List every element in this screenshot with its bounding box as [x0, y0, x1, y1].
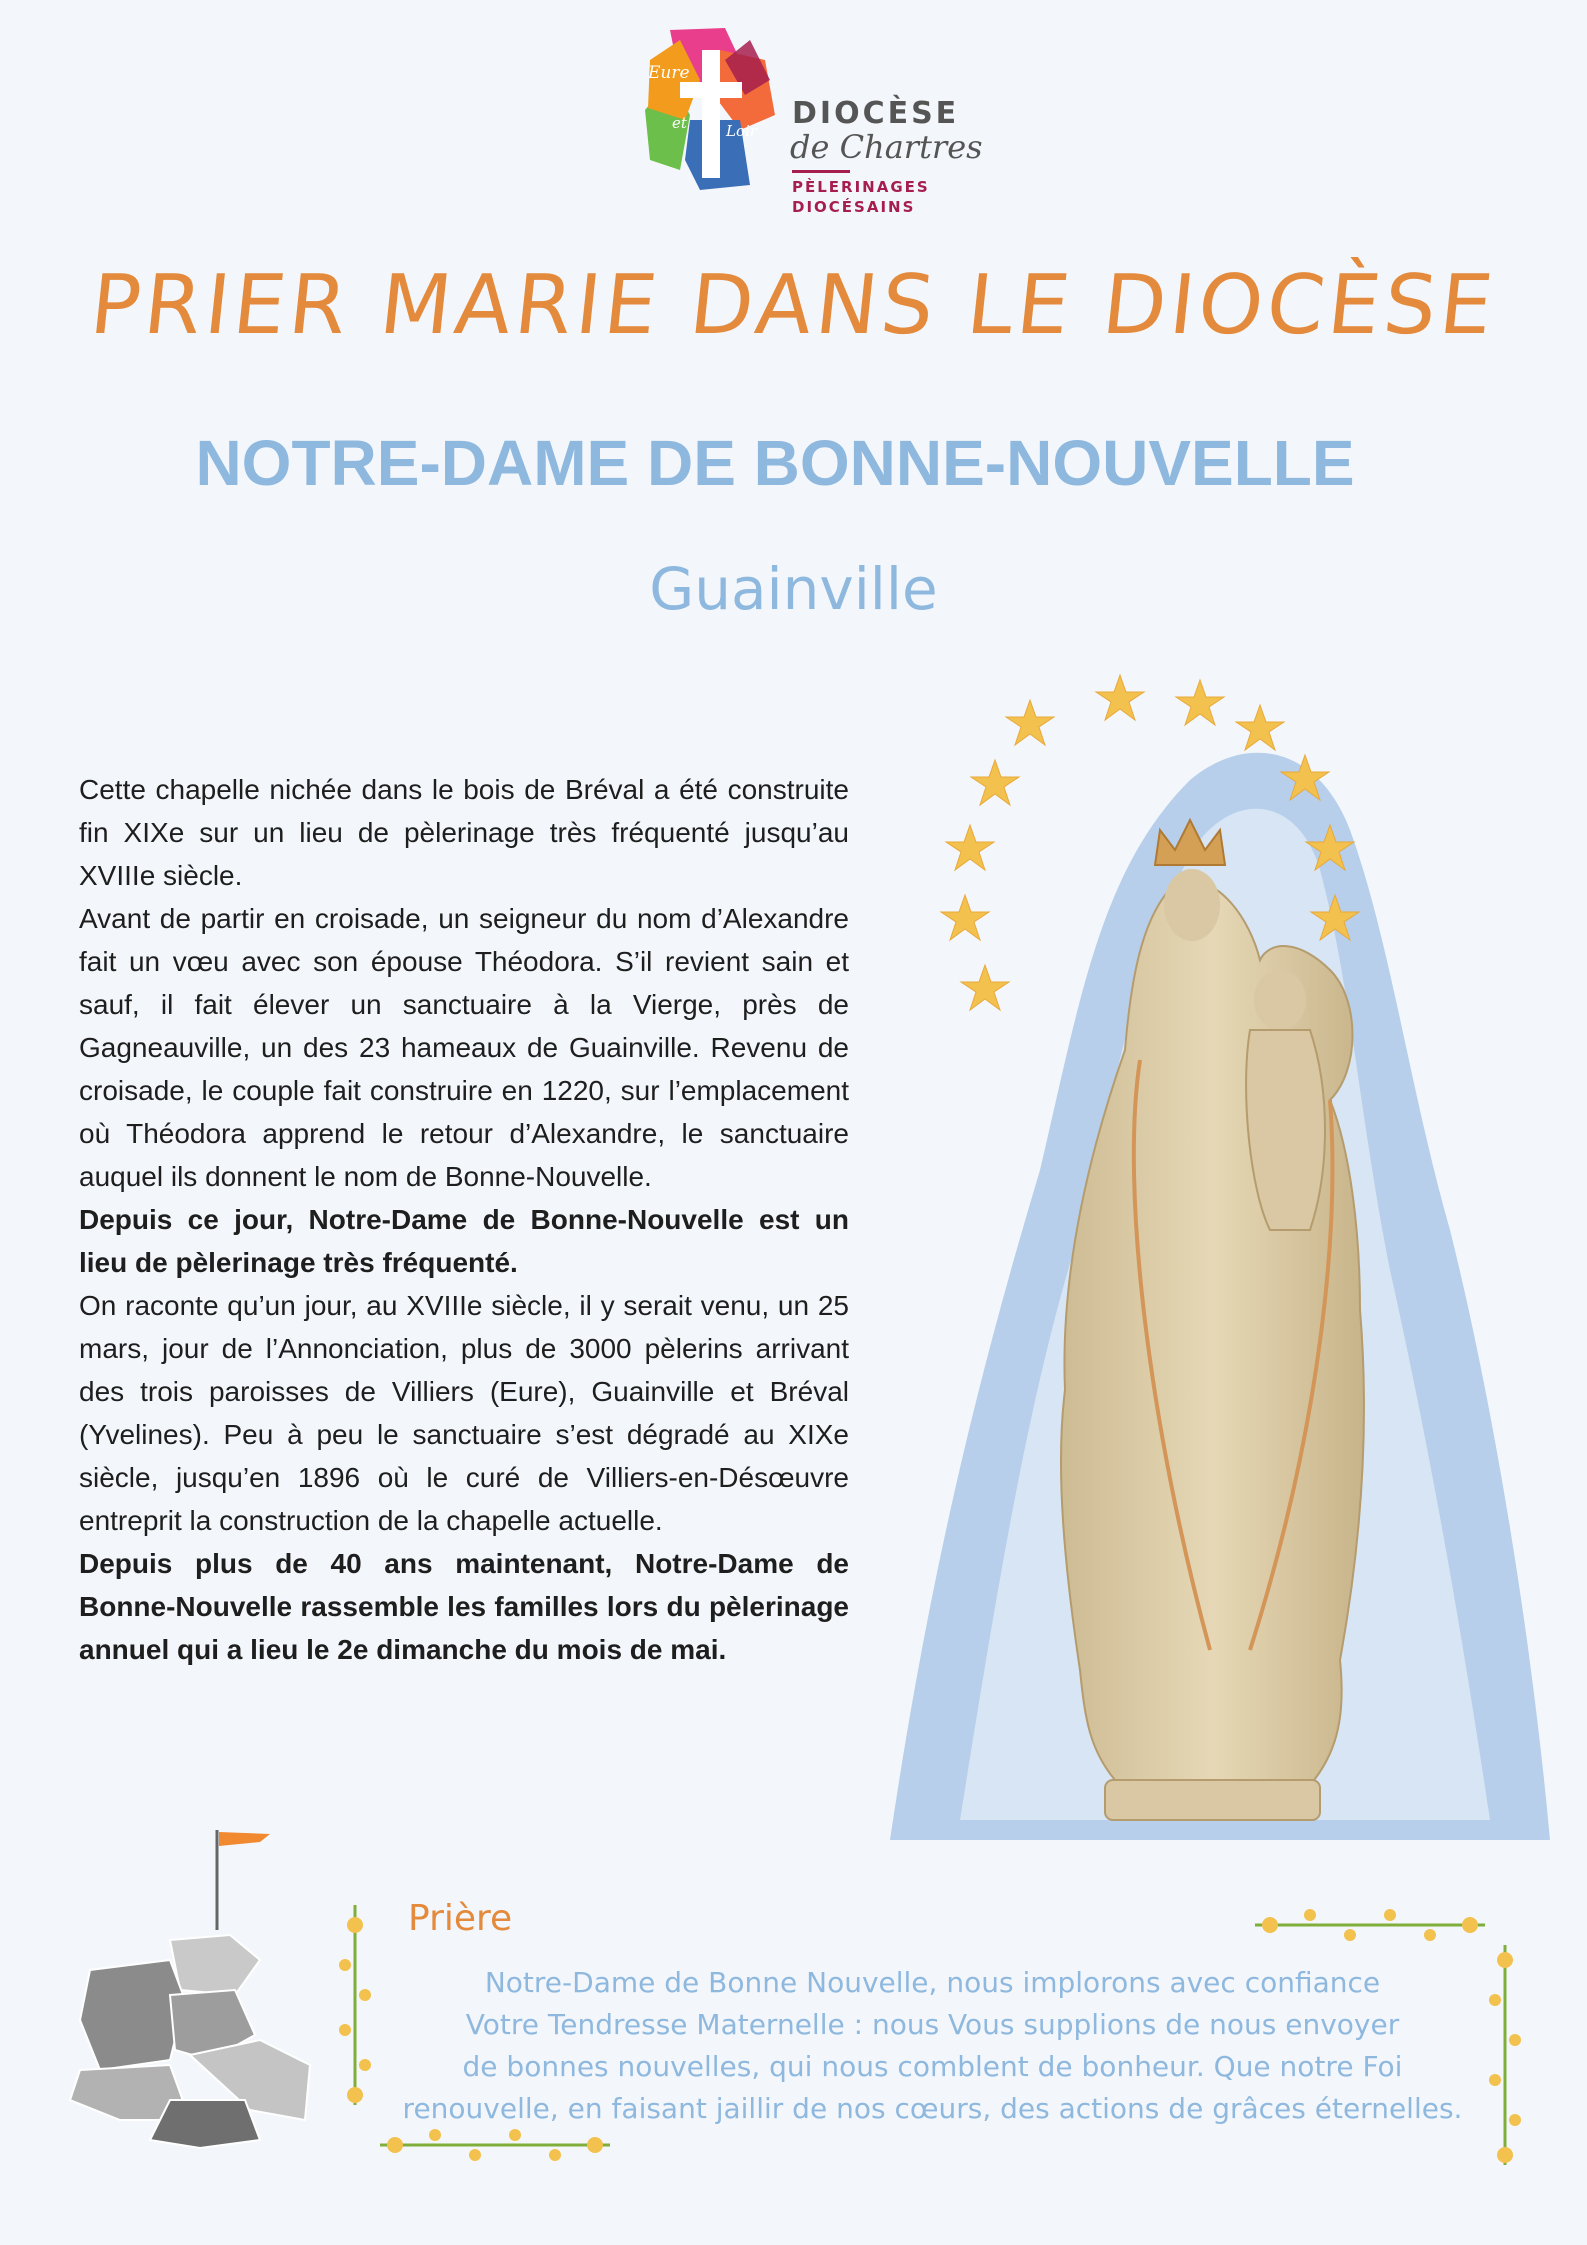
badge-word-et: et — [672, 114, 687, 132]
star-icon — [961, 965, 1009, 1010]
place-name: Guainville — [649, 555, 938, 623]
star-icon — [1236, 705, 1284, 750]
flower-garland-icon — [330, 1905, 380, 2105]
prayer-line: Votre Tendresse Maternelle : nous Vous supplions de nous envoyer — [465, 2008, 1400, 2041]
article-paragraph: Cette chapelle nichée dans le bois de Bréval a été construite fin XIXe sur un lieu de pèlerinage très fréquenté jusqu’au XVIIIe siècle. — [79, 774, 849, 891]
prayer-line: de bonnes nouvelles, qui nous comblent de bonheur. Que notre Foi — [462, 2050, 1403, 2083]
virgin-statue-illustration — [890, 670, 1550, 1850]
star-icon — [1176, 680, 1224, 725]
page-title: PRIER MARIE DANS LE DIOCÈSE — [86, 258, 1501, 353]
flag-icon — [217, 1830, 270, 1930]
logo-line-pelerinages: PÈLERINAGES — [792, 178, 930, 196]
article-body — [79, 768, 849, 1671]
article-highlight: Depuis plus de 40 ans maintenant, Notre-Dame de Bonne-Nouvelle rassemble les familles lors du pèlerinage annuel qui a lieu le 2e dimanche du mois de mai. — [79, 1548, 849, 1665]
flower-garland-icon — [380, 2120, 610, 2170]
badge-word-loir: Loir — [726, 122, 757, 140]
prayer-line: renouvelle, en faisant jaillir de nos cœurs, des actions de grâces éternelles. — [402, 2092, 1463, 2125]
article-paragraph: Avant de partir en croisade, un seigneur du nom d’Alexandre fait un vœu avec son épouse Théodora. S’il revient sain et sauf, il fait élever un sanctuaire à la Vierge, près de Gagneauville, un des 23 hameaux de Guainville. Revenu de croisade, le couple fait construire en 1220, sur l’emplacement où Théodora apprend le retour d’Alexandre, le sanctuaire auquel ils donnent le nom de Bonne-Nouvelle. — [79, 903, 849, 1192]
badge-word-eure: Eure — [648, 63, 690, 83]
logo-line-chartres: de Chartres — [790, 128, 983, 166]
logo-line-diocesains: DIOCÉSAINS — [792, 198, 916, 216]
prayer-text — [395, 1962, 1470, 2130]
star-icon — [946, 825, 994, 870]
star-icon — [971, 760, 1019, 805]
star-icon — [941, 895, 989, 940]
diocese-map — [60, 1820, 330, 2150]
prayer-line: Notre-Dame de Bonne Nouvelle, nous implorons avec confiance — [484, 1966, 1381, 1999]
flower-garland-icon — [1255, 1900, 1485, 1950]
star-icon — [1096, 675, 1144, 720]
logo-divider — [792, 170, 850, 173]
page-subtitle: NOTRE-DAME DE BONNE-NOUVELLE — [195, 427, 1355, 499]
article-highlight: Depuis ce jour, Notre-Dame de Bonne-Nouvelle est un lieu de pèlerinage très fréquenté. — [79, 1204, 849, 1278]
article-paragraph: On raconte qu’un jour, au XVIIIe siècle, il y serait venu, un 25 mars, jour de l’Annonciation, plus de 3000 pèlerins arrivant des trois paroisses de Villiers (Eure), Guainville et Bréval (Yvelines). Peu à peu le sanctuaire s’est dégradé au XIXe siècle, jusqu’en 1896 où le curé de Villiers-en-Désœuvre entreprit la construction de la chapelle actuelle. — [79, 1290, 849, 1536]
prayer-title: Prière — [408, 1898, 513, 1939]
star-icon — [1006, 700, 1054, 745]
flower-garland-icon — [1480, 1945, 1530, 2165]
logo-line-diocese: DIOCÈSE — [792, 96, 960, 131]
